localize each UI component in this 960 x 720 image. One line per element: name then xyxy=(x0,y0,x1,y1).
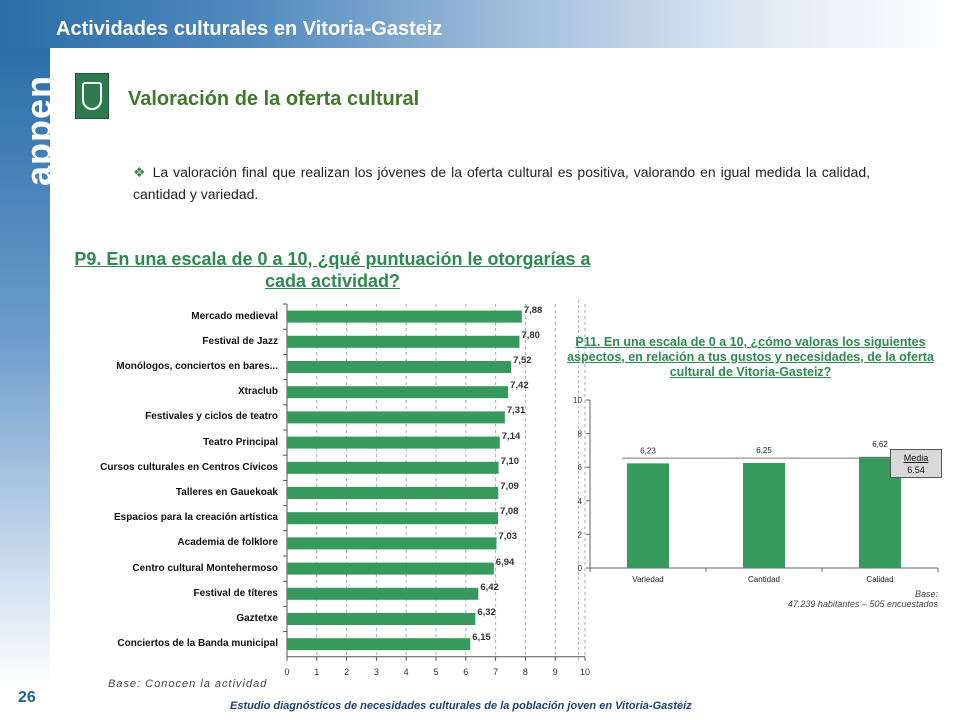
media-legend-box xyxy=(890,449,942,478)
chart1-bar xyxy=(287,613,475,625)
chart1-tick-label: 3 xyxy=(373,667,379,677)
media-value: 6.54 xyxy=(907,465,925,475)
chart1-title: P9. En una escala de 0 a 10, ¿qué puntuación le otorgarías a cada actividad? xyxy=(74,249,591,291)
chart1-bar xyxy=(287,638,470,650)
chart1-tick-label: 4 xyxy=(403,667,409,677)
chart2-y-tick-label: 2 xyxy=(577,530,582,540)
chart1-base-note: Base: Conocen la actividad xyxy=(108,678,268,690)
chart1-tick-label: 9 xyxy=(552,667,558,677)
chart1-bar xyxy=(287,361,511,373)
chart1-value-label: 7,31 xyxy=(506,405,526,417)
chart1-tick-label: 2 xyxy=(344,667,350,677)
chart1-category-label: Festivales y ciclos de teatro xyxy=(145,411,278,423)
chart1-value-label: 7,14 xyxy=(501,430,521,442)
chart1-tick-label: 1 xyxy=(314,667,320,677)
chart1-tick-label: 10 xyxy=(579,667,590,677)
chart1-category-label: Xtraclub xyxy=(237,386,278,398)
chart1-value-label: 7,52 xyxy=(513,355,532,366)
chart1-value-label: 7,09 xyxy=(500,481,519,492)
chart1-tick-label: 7 xyxy=(493,667,499,677)
chart2-category-label: Calidad xyxy=(866,575,894,584)
chart1-bar xyxy=(287,311,522,323)
chart2-category-label: Variedad xyxy=(632,575,664,584)
chart2-category-label: Cantidad xyxy=(747,575,781,584)
chart2-value-label: 6,25 xyxy=(756,446,772,455)
chart1-tick-label: 8 xyxy=(522,667,528,677)
brand-logo: appen xyxy=(18,74,59,186)
chart1-bar xyxy=(287,563,494,575)
chart1-category-label: Academia de folklore xyxy=(177,537,278,549)
chart1-bar xyxy=(287,437,500,449)
chart1-value-label: 6,32 xyxy=(477,607,496,618)
chart1-category-label: Centro cultural Montehermoso xyxy=(132,562,278,574)
chart1-bar xyxy=(287,386,508,398)
chart1-tick-label: 6 xyxy=(463,667,469,677)
chart1-category-label: Monólogos, conciertos en bares... xyxy=(116,361,278,372)
chart1-category-label: Festival de Jazz xyxy=(202,335,278,347)
media-label: Media xyxy=(903,453,929,463)
chart1-value-label: 7,03 xyxy=(498,531,517,543)
chart2-y-tick-label: 4 xyxy=(577,496,582,506)
chart1-category-label: Talleres en Gauekoak xyxy=(175,487,278,498)
chart1-bar xyxy=(287,411,505,423)
chart1-value-label: 6,94 xyxy=(495,556,515,568)
bullet-text: La valoración final que realizan los jóvenes de la oferta cultural es positiva, valorando en igual medida la calidad, cantidad y variedad. xyxy=(133,164,870,202)
chart2-base-label: Base: xyxy=(914,589,938,599)
chart1-value-label: 6,15 xyxy=(472,632,491,644)
chart2-y-tick-label: 8 xyxy=(577,429,582,439)
chart1-category-label: Espacios para la creación artística xyxy=(114,512,278,524)
section-title: Valoración de la oferta cultural xyxy=(128,88,420,110)
chart1-value-label: 7,88 xyxy=(523,304,543,316)
chart2-value-label: 6,62 xyxy=(872,439,888,449)
chart1-value-label: 7,80 xyxy=(521,329,540,341)
footer-text: Estudio diagnósticos de necesidades culturales de la población joven en Vitoria-Gasteiz xyxy=(230,700,692,712)
chart1-bar xyxy=(287,588,478,600)
chart1-bar xyxy=(287,462,499,474)
chart2-y-tick-label: 10 xyxy=(573,396,582,405)
chart1-category-label: Gaztetxe xyxy=(236,613,278,624)
chart1-bar xyxy=(287,512,498,524)
chart1-value-label: 7,10 xyxy=(500,455,520,467)
chart2-y-tick-label: 6 xyxy=(577,463,582,473)
diamond-bullet-icon: ❖ xyxy=(133,164,147,180)
chart2-value-label: 6,23 xyxy=(640,446,656,456)
chart2-base-detail: 47.239 habitantes – 505 encuestados xyxy=(787,599,938,609)
chart1-value-label: 7,42 xyxy=(510,380,529,392)
chart1-value-label: 7,08 xyxy=(499,506,519,518)
chart1-category-label: Festival de títeres xyxy=(193,587,278,599)
chart2-y-tick-label: 0 xyxy=(577,564,582,573)
page-number: 26 xyxy=(18,689,36,706)
chart1-bar xyxy=(287,487,498,499)
chart1-bar xyxy=(287,336,519,348)
chart1-category-label: Mercado medieval xyxy=(191,310,278,322)
page-header-title: Actividades culturales en Vitoria-Gasteiz xyxy=(56,18,443,40)
chart1-category-label: Cursos culturales en Centros Cívicos xyxy=(100,461,278,473)
chart1-value-label: 6,42 xyxy=(480,581,499,593)
chart1-category-label: Teatro Principal xyxy=(203,436,278,448)
chart1-bar xyxy=(287,537,496,549)
chart1-tick-label: 5 xyxy=(433,667,439,677)
chart2-title: P11. En una escala de 0 a 10, ¿cómo valoras los siguientes aspectos, en relación a tus gustos y necesidades, de la oferta cultural de Vitoria-Gasteiz? xyxy=(567,335,934,379)
chart1-tick-label: 0 xyxy=(284,667,290,677)
chart1-category-label: Conciertos de la Banda municipal xyxy=(117,638,278,650)
